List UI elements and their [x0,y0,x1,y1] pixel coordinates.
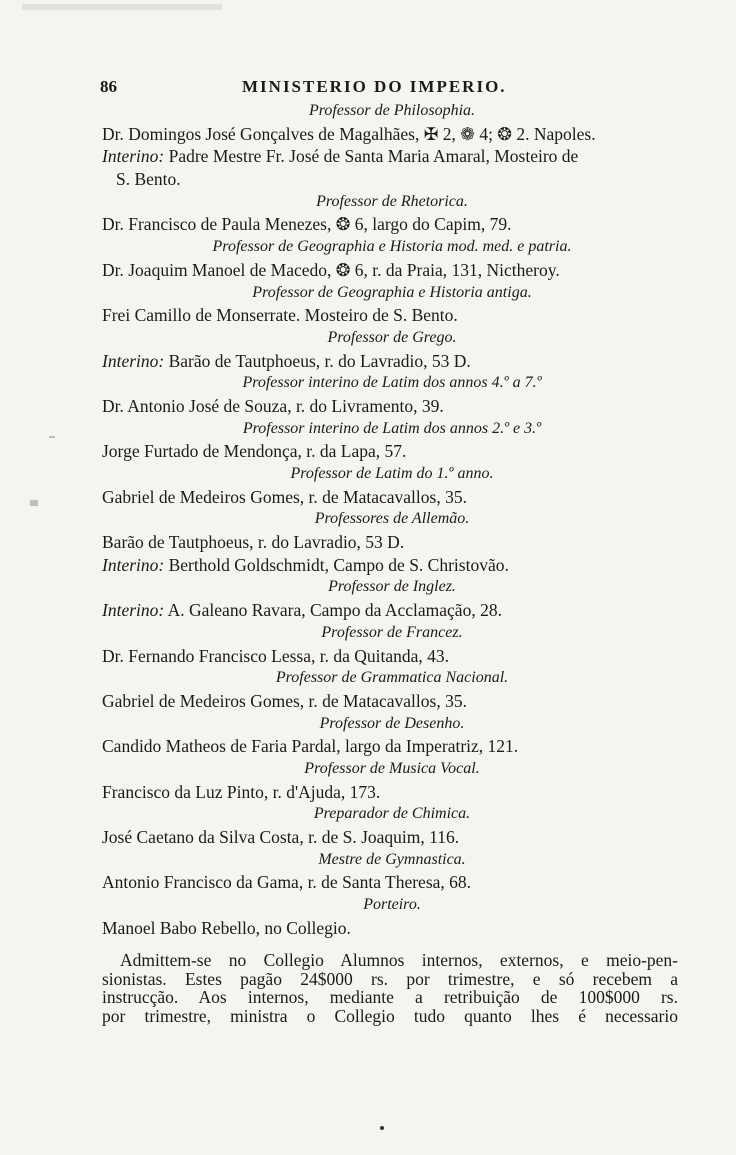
bleed-through-mark [22,4,222,10]
section-heading: Professor interino de Latim dos annos 4.º a 7.º [242,374,542,392]
entry-line: Frei Camillo de Monserrate. Mosteiro de S. Bento. [102,305,458,326]
entry-line: José Caetano da Silva Costa, r. de S. Joaquim, 116. [102,827,460,847]
interino-label: Interino: [102,554,165,575]
ink-blot [30,500,38,506]
section-heading: Professor de Francez. [321,623,463,641]
paragraph-line: instrucção. Aos internos, mediante a retribuição de 100$000 rs. [102,987,678,1008]
section-heading: Professor de Inglez. [328,578,456,596]
section-heading: Professor de Desenho. [319,714,465,732]
entry-line: Francisco da Luz Pinto, r. d'Ajuda, 173. [102,781,381,802]
running-title: MINISTERIO DO IMPERIO. [242,77,507,96]
section-heading: Professor de Rhetorica. [316,192,468,210]
entry-text: Berthold Goldschmidt, Campo de S. Christovão. [164,554,509,575]
entry-line: Gabriel de Medeiros Gomes, r. de Matacavallos, 35. [102,690,467,711]
section-heading: Professor de Grego. [327,328,457,346]
ink-dot [380,1126,384,1130]
interino-label: Interino: [102,146,165,167]
ink-mark [49,436,55,438]
entry-line [102,554,682,577]
section-heading: Professor interino de Latim dos annos 2.º e 3.º [242,419,542,437]
paragraph-line: sionistas. Estes pagão 24$000 rs. por trimestre, e só recebem a [102,968,678,989]
admission-paragraph [102,951,678,1025]
entry-text: Padre Mestre Fr. José de Santa Maria Amaral, Mosteiro de [164,146,579,167]
section-heading: Professor de Musica Vocal. [304,759,480,777]
entry-line [102,145,682,168]
entry-line: Dr. Francisco de Paula Menezes, ❂ 6, largo do Capim, 79. [102,214,512,235]
entry-line: Dr. Fernando Francisco Lessa, r. da Quitanda, 43. [102,645,450,666]
section-heading: Professor de Geographia e Historia antiga. [252,283,532,301]
section-heading: Professores de Allemão. [314,510,470,528]
entry-line: Dr. Domingos José Gonçalves de Magalhães, ✠ 2, ❁ 4; ❂ 2. Napoles. [102,123,596,144]
entry-line: Jorge Furtado de Mendonça, r. da Lapa, 57. [102,441,407,462]
section-heading: Mestre de Gymnastica. [318,850,466,868]
interino-label: Interino: [102,350,165,371]
entry-line: Dr. Joaquim Manoel de Macedo, ❂ 6, r. da Praia, 131, Nictheroy. [102,259,560,280]
section-heading: Professor de Latim do 1.º anno. [290,465,494,482]
entry-line [102,599,682,622]
section-heading: Professor de Philosophia. [308,102,476,119]
page-number: 86 [100,77,117,96]
entry-line: Antonio Francisco da Gama, r. de Santa Theresa, 68. [102,872,472,893]
entry-line: Barão de Tautphoeus, r. do Lavradio, 53 D. [102,532,405,553]
section-heading: Porteiro. [363,896,421,914]
entry-line: Gabriel de Medeiros Gomes, r. de Matacavallos, 35. [102,486,467,507]
paragraph-line: por trimestre, ministra o Collegio tudo quanto lhes é necessario [102,1005,678,1026]
paragraph-line: Admittem-se no Collegio Alumnos internos, externos, e meio-pen- [120,950,678,971]
entry-line: Manoel Babo Rebello, no Collegio. [102,917,351,938]
entry-line: Candido Matheos de Faria Pardal, largo da Imperatriz, 121. [102,736,519,757]
section-heading: Professor de Geographia e Historia mod. med. e patria. [212,238,572,256]
entry-line [102,350,682,373]
entry-text: Barão de Tautphoeus, r. do Lavradio, 53 D. [164,350,471,371]
entry-text: A. Galeano Ravara, Campo da Acclamação, 28. [164,600,502,621]
interino-label: Interino: [102,600,165,621]
entry-line: S. Bento. [116,169,181,190]
section-heading: Preparador de Chimica. [313,805,471,823]
directory-listing [102,100,682,1025]
section-heading: Professor de Grammatica Nacional. [275,669,509,687]
entry-line: Dr. Antonio José de Souza, r. do Livramento, 39. [102,395,444,416]
